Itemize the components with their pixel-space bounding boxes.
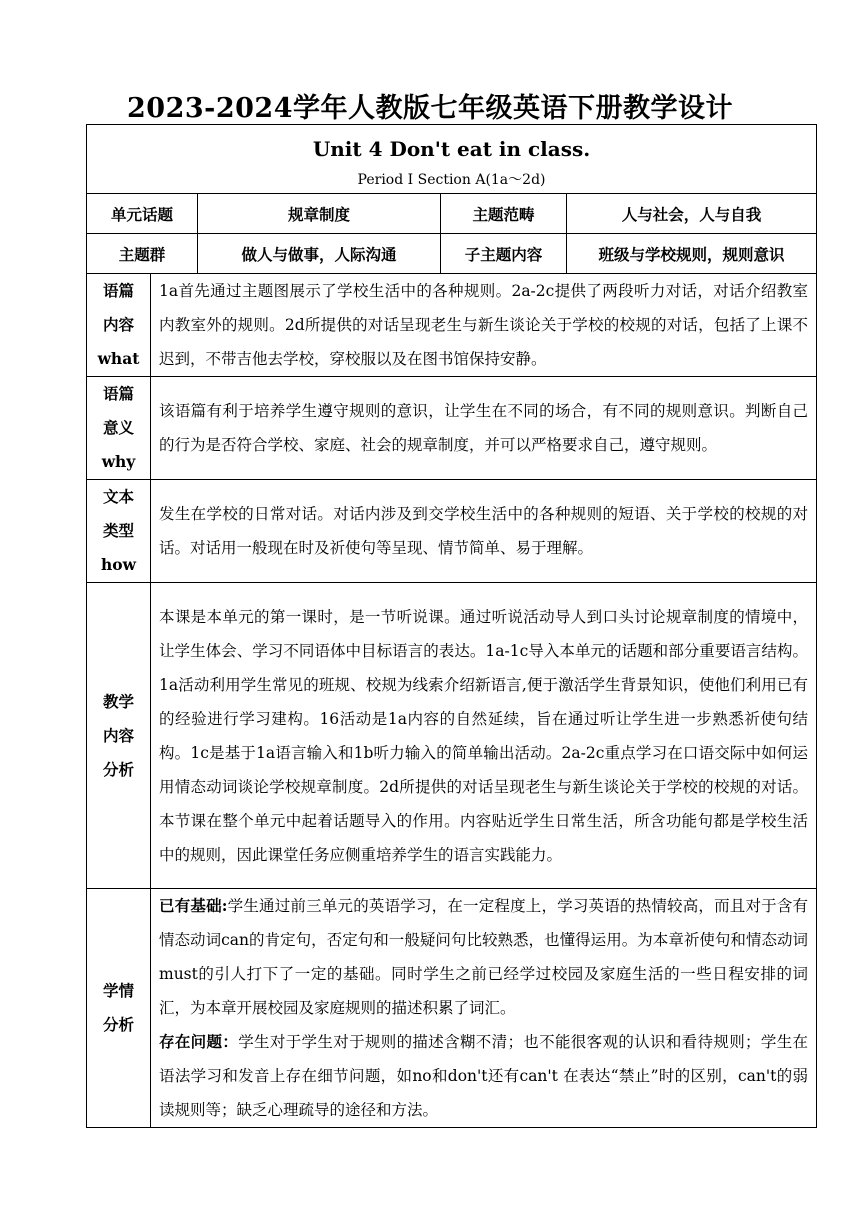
why-content: 该语篇有利于培养学生遵守规则的意识，让学生在不同的场合，有不同的规则意识。判断自己的行为是否符合学校、家庭、社会的规章制度，并可以严格要求自己，遵守规则。 <box>151 377 817 480</box>
what-label-line: 语篇 <box>102 281 134 300</box>
existing-problems-paragraph <box>159 1025 808 1127</box>
why-label-line: 语篇 <box>102 384 134 403</box>
analysis-label <box>87 583 151 889</box>
unit-title: Unit 4 Don't eat in class. <box>312 137 591 161</box>
students-label-line: 学情 <box>102 981 134 1000</box>
unit-header-cell <box>87 125 817 194</box>
existing-foundation-text: 学生通过前三单元的英语学习，在一定程度上，学习英语的热情较高，而且对于含有情态动词can的肯定句，否定句和一般疑问句比较熟悉，也懂得运用。为本章祈使句和情态动词must的引人打下了一定的基础。同时学生之前已经学过校园及家庭生活的一些日程安排的词汇，为本章开展校园及家庭规则的描述积累了词汇。 <box>159 897 809 1017</box>
period-label: Period Ⅰ Section A(1a～2d) <box>357 172 546 188</box>
theme-category-value: 人与社会，人与自我 <box>567 194 817 234</box>
existing-problems-lead: 存在问题： <box>159 1032 239 1051</box>
topic-label: 单元话题 <box>87 194 198 234</box>
what-label <box>87 274 151 377</box>
existing-foundation-lead: 已有基础: <box>159 896 228 915</box>
theme-group-value: 做人与做事，人际沟通 <box>198 234 441 274</box>
analysis-label-line: 分析 <box>102 759 134 779</box>
subtheme-label: 子主题内容 <box>441 234 567 274</box>
why-label-line: why <box>101 452 136 471</box>
analysis-label-line: 内容 <box>102 725 134 745</box>
topic-value: 规章制度 <box>198 194 441 234</box>
students-content <box>151 889 817 1128</box>
theme-category-label: 主题范畴 <box>441 194 567 234</box>
why-label <box>87 377 151 480</box>
what-content: 1a首先通过主题图展示了学校生活中的各种规则。2a-2c提供了两段听力对话，对话介绍教室内教室外的规则。2d所提供的对话呈现老生与新生谈论关于学校的校规的对话，包括了上课不迟到，不带吉他去学校，穿校服以及在图书馆保持安静。 <box>151 274 817 377</box>
subtheme-value: 班级与学校规则，规则意识 <box>567 234 817 274</box>
students-label-line: 分析 <box>102 1015 134 1034</box>
students-label <box>87 889 151 1128</box>
what-label-line: 内容 <box>102 315 134 334</box>
how-content: 发生在学校的日常对话。对话内涉及到交学校生活中的各种规则的短语、关于学校的校规的对话。对话用一般现在时及祈使句等呈现、情节简单、易于理解。 <box>151 480 817 583</box>
how-label-line: how <box>101 555 136 574</box>
document-title: 2023-2024学年人教版七年级英语下册教学设计 <box>127 93 733 124</box>
how-label-line: 文本 <box>102 487 134 506</box>
lesson-plan-table <box>86 124 817 1128</box>
existing-foundation-paragraph <box>159 889 808 1025</box>
existing-problems-text: 学生对于学生对于规则的描述含糊不清；也不能很客观的认识和看待规则；学生在语法学习和发音上存在细节问题，如no和don't还有can't 在表达“禁止”时的区别，can't的弱读规则等；缺乏心理疏导的途径和方法。 <box>159 1033 809 1119</box>
analysis-content: 本课是本单元的第一课时，是一节听说课。通过听说活动导人到口头讨论规章制度的情境中，让学生体会、学习不同语体中目标语言的表达。1a-1c导入本单元的话题和部分重要语言结构。1a活动利用学生常见的班规、校规为线索介绍新语言,便于激活学生背景知识，使他们利用已有的经验进行学习建构。16活动是1a内容的自然延续，旨在通过听让学生进一步熟悉祈使句结构。1c是基于1a语言输入和1b听力输入的简单输出活动。2a-2c重点学习在口语交际中如何运用情态动词谈论学校规章制度。2d所提供的对话呈现老生与新生谈论关于学校的校规的对话。本节课在整个单元中起着话题导入的作用。内容贴近学生日常生活，所含功能句都是学校生活中的规则，因此课堂任务应侧重培养学生的语言实践能力。 <box>151 583 817 889</box>
analysis-label-line: 教学 <box>102 691 134 711</box>
what-label-line: what <box>97 349 140 368</box>
theme-group-label: 主题群 <box>87 234 198 274</box>
how-label-line: 类型 <box>102 521 134 540</box>
how-label <box>87 480 151 583</box>
why-label-line: 意义 <box>102 418 134 437</box>
